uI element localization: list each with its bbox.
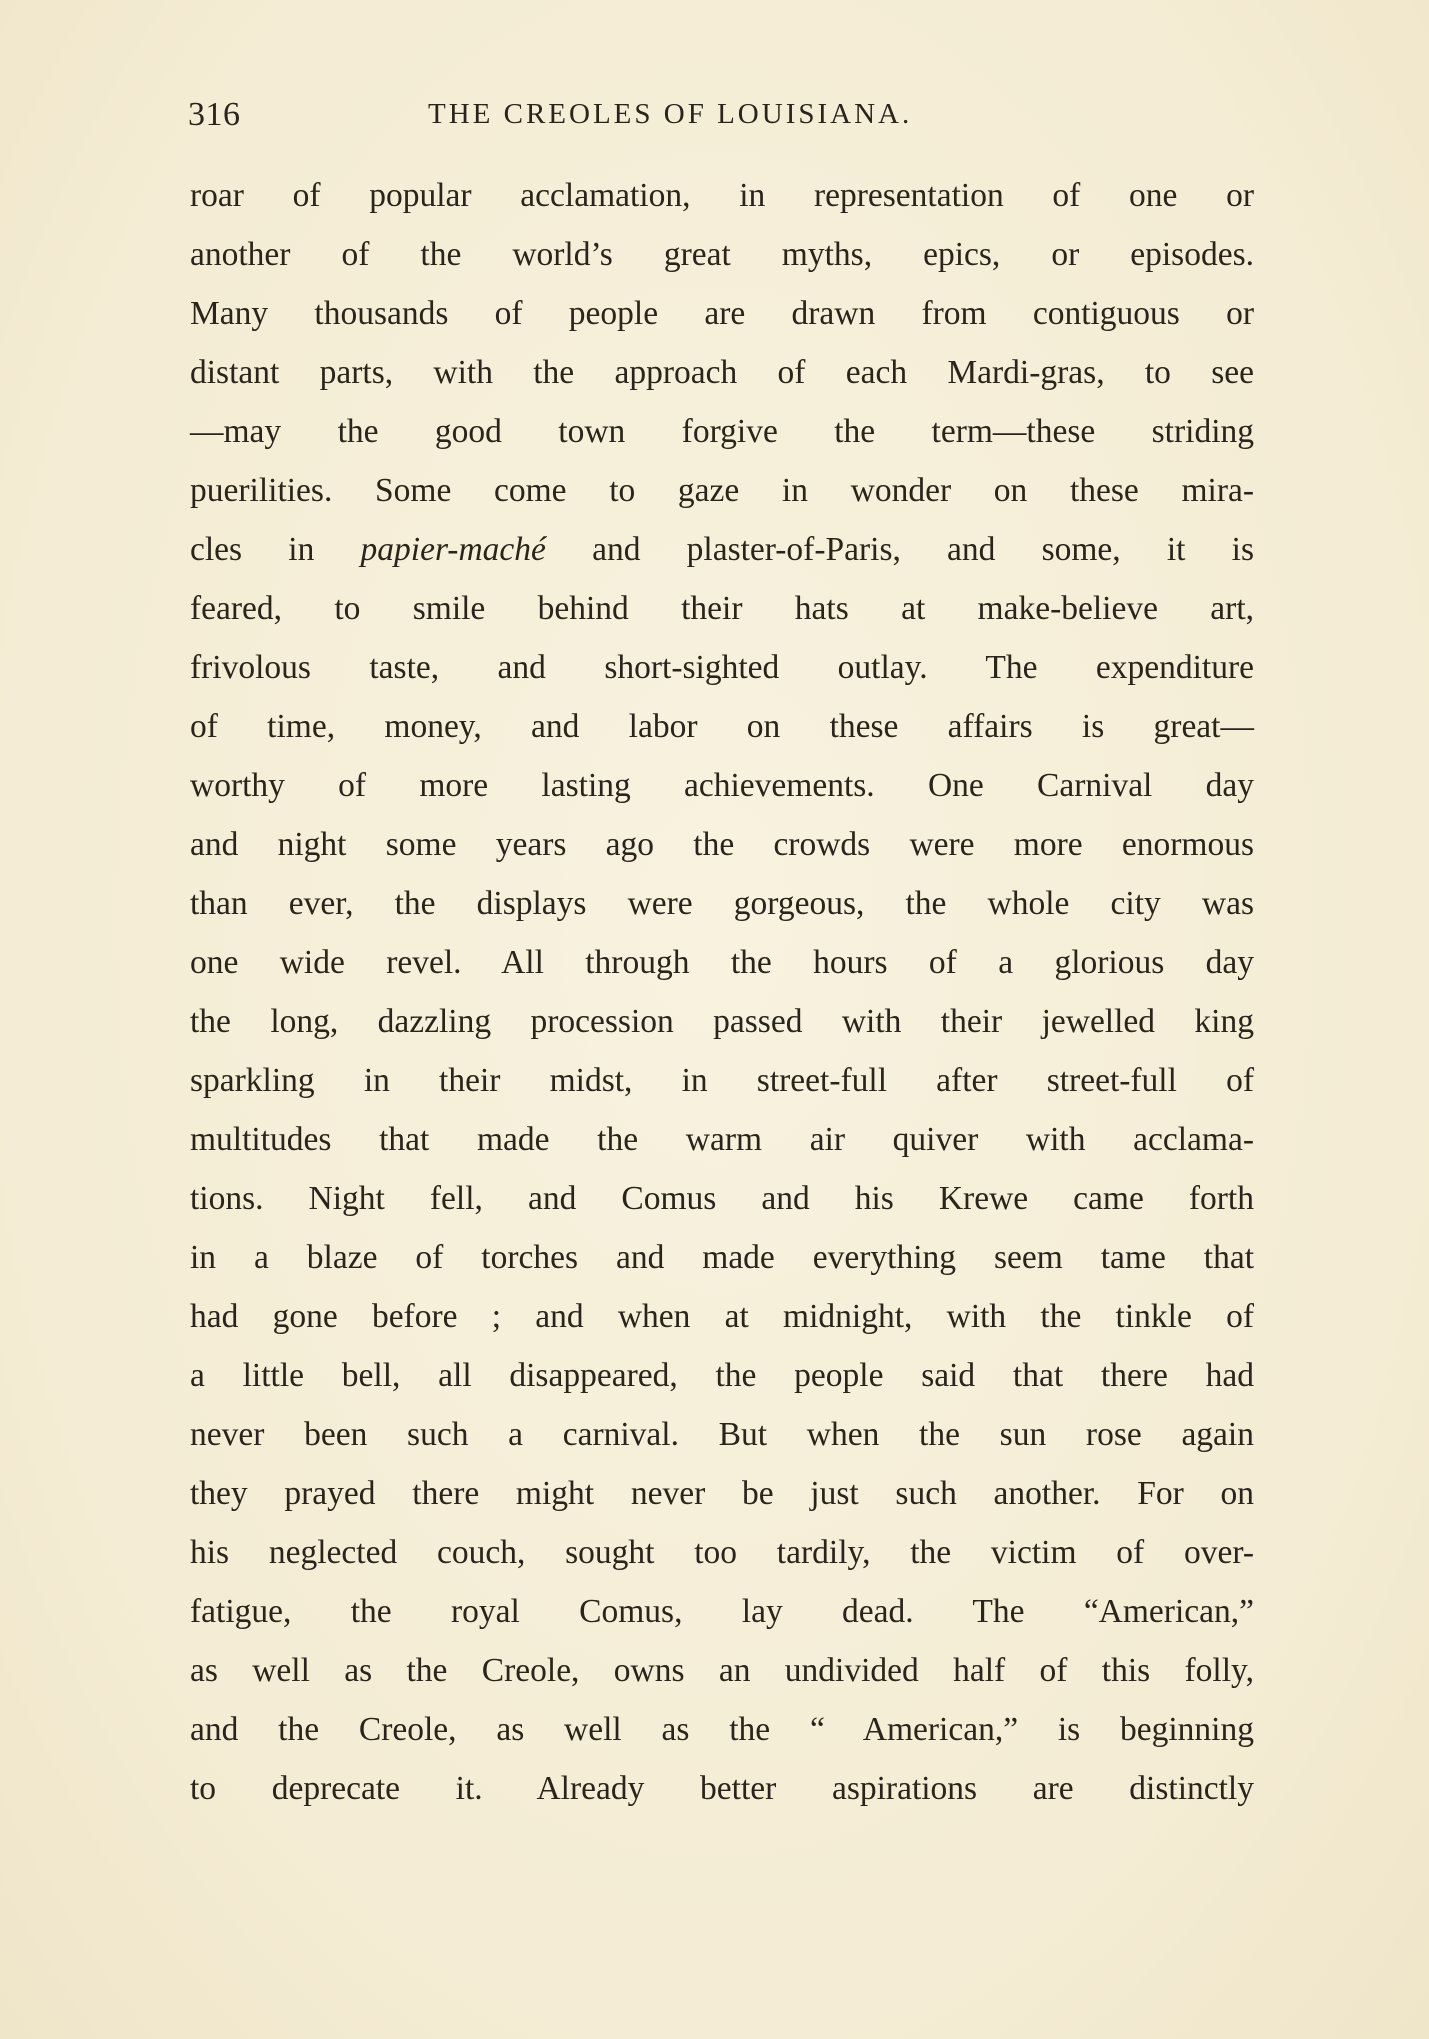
text-line: than ever, the displays were gorgeous, the whole city was — [190, 885, 1254, 922]
text-line: they prayed there might never be just such another. For on — [190, 1475, 1254, 1512]
text-line: in a blaze of torches and made everything seem tame that — [190, 1239, 1254, 1276]
text-line: the long, dazzling procession passed with their jewelled king — [190, 1003, 1254, 1040]
body-text — [190, 166, 1254, 1818]
text-segment: and plaster-of-Paris, and some, it is — [545, 531, 1254, 568]
text-line: of time, money, and labor on these affairs is great— — [190, 708, 1254, 745]
text-line: roar of popular acclamation, in representation of one or — [190, 177, 1254, 214]
text-line: tions. Night fell, and Comus and his Krewe came forth — [190, 1180, 1254, 1217]
text-line: worthy of more lasting achievements. One Carnival day — [190, 767, 1254, 804]
text-line: and night some years ago the crowds were more enormous — [190, 826, 1254, 863]
page-number: 316 — [188, 96, 241, 133]
text-line: fatigue, the royal Comus, lay dead. The “American,” — [190, 1593, 1254, 1630]
text-line: one wide revel. All through the hours of a glorious day — [190, 944, 1254, 981]
text-line — [190, 520, 1254, 579]
running-title: THE CREOLES OF LOUISIANA. — [428, 98, 913, 130]
text-line: to deprecate it. Already better aspirations are distinctly — [190, 1770, 1254, 1807]
text-line: —may the good town forgive the term—these striding — [190, 413, 1254, 450]
text-line: had gone before ; and when at midnight, with the tinkle of — [190, 1298, 1254, 1335]
text-line: frivolous taste, and short-sighted outlay. The expenditure — [190, 649, 1254, 686]
text-line: as well as the Creole, owns an undivided half of this folly, — [190, 1652, 1254, 1689]
text-line: Many thousands of people are drawn from contiguous or — [190, 295, 1254, 332]
text-line: distant parts, with the approach of each Mardi-gras, to see — [190, 354, 1254, 391]
text-line: his neglected couch, sought too tardily, the victim of over- — [190, 1534, 1254, 1571]
text-line: another of the world’s great myths, epics, or episodes. — [190, 236, 1254, 273]
text-line: a little bell, all disappeared, the people said that there had — [190, 1357, 1254, 1394]
italic-term: papier-maché — [360, 531, 546, 568]
text-line: puerilities. Some come to gaze in wonder on these mira- — [190, 472, 1254, 509]
running-head — [188, 96, 1254, 136]
text-line: and the Creole, as well as the “ American,” is beginning — [190, 1711, 1254, 1748]
text-segment: cles in — [190, 531, 361, 568]
text-line: multitudes that made the warm air quiver with acclama- — [190, 1121, 1254, 1158]
text-line: never been such a carnival. But when the sun rose again — [190, 1416, 1254, 1453]
text-line: feared, to smile behind their hats at make-believe art, — [190, 590, 1254, 627]
text-line: sparkling in their midst, in street-full after street-full of — [190, 1062, 1254, 1099]
